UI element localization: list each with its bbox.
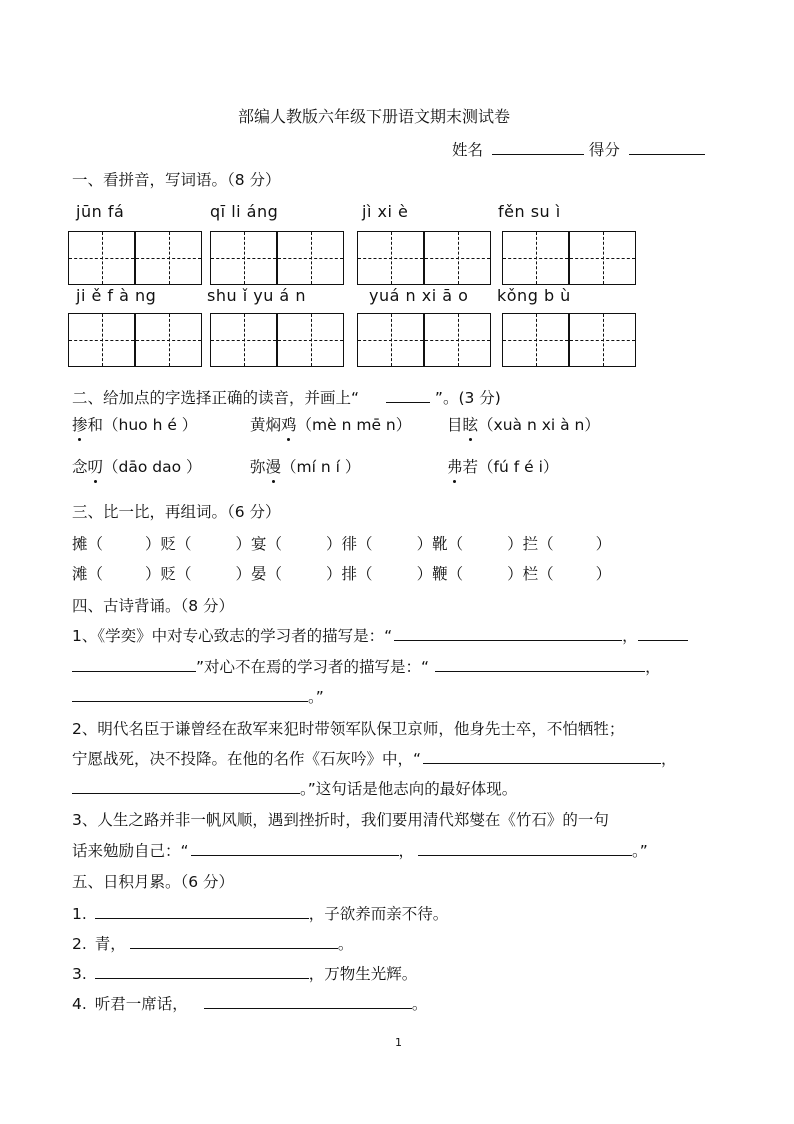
answer-blank[interactable] [423,762,661,764]
answer-blank[interactable] [191,854,399,856]
char-box[interactable] [277,231,344,285]
reading-prefix: 念 [72,458,88,476]
q1-text: 1、《学奕》中对专心致志的学习者的描写是：“ [72,627,393,645]
reading-options[interactable]: （xuà n xi à n） [478,416,600,434]
q1-text: 。” [308,688,324,706]
q3-line1: 3、人生之路并非一帆风顺，遇到挫折时，我们要用清代郑燮在《竹石》的一句 [72,811,609,829]
answer-blank[interactable] [204,1007,412,1009]
reading-item-1 [72,413,197,435]
char-box[interactable] [210,313,277,367]
q1-text: ”对心不在焉的学习者的描写是：“ [196,658,430,676]
comma: ， [398,842,415,860]
compare-cell[interactable]: 滩（ [72,565,104,583]
char-box[interactable] [135,231,202,285]
compare-cell[interactable]: ）鞭（ [416,565,464,583]
proverb-text: 听君一席话， [94,995,188,1013]
dotted-char: 漫 [266,455,282,477]
dotted-char: 鸡 [281,413,297,435]
pinyin-7: yuá n xi ā o [369,286,469,305]
proverb-item-1 [72,902,448,924]
reading-item-6 [447,455,558,477]
section2-heading-text: 二、给加点的字选择正确的读音，并画上“ [72,389,360,407]
proverb-item-4 [72,992,427,1014]
dotted-char: 眩 [463,413,479,435]
compare-cell[interactable]: ）晏（ [235,565,283,583]
char-box[interactable] [68,313,135,367]
item-number: 1. [72,905,87,923]
dotted-char: 叨 [88,455,104,477]
q1-line2 [72,655,661,677]
q1-line3 [72,685,324,707]
compare-cell: ） [595,565,612,583]
page-number: 1 [395,1036,402,1049]
proverb-text: ，子欲养而亲不待。 [308,905,449,923]
proverb-item-3 [72,962,417,984]
score-label: 得分 [588,141,620,159]
char-box[interactable] [424,231,491,285]
q2-text: 宁愿战死，决不投降。在他的名作《石灰吟》中，“ [72,750,422,768]
underline-sample [386,401,430,403]
pinyin-1: jūn fá [76,202,125,221]
answer-blank[interactable] [418,854,632,856]
q2-line3 [72,777,517,799]
compare-cell[interactable]: ）贬（ [145,535,192,553]
compare-cell[interactable]: ）拦（ [507,535,554,553]
section3-heading: 三、比一比，再组词。（6 分） [72,503,281,521]
char-box[interactable] [569,313,636,367]
answer-blank[interactable] [72,792,300,794]
compare-row-2 [72,562,611,584]
proverb-text: ，万物生光辉。 [308,965,418,983]
name-blank[interactable] [492,153,584,155]
item-number: 2. [72,935,87,953]
pinyin-8: kǒng b ù [497,286,571,305]
compare-row-1 [72,532,611,554]
char-box[interactable] [135,313,202,367]
reading-options[interactable]: 和（huo h é ） [87,416,198,434]
reading-prefix: 目 [447,416,463,434]
compare-cell[interactable]: 摊（ [72,535,104,553]
reading-item-5 [250,455,360,477]
compare-cell[interactable]: ）徘（ [326,535,373,553]
section2-heading-end: ”。(3 分) [434,389,501,407]
dotted-char: 掺 [72,413,88,435]
proverb-text: 。 [337,935,354,953]
pinyin-4: fěn su ì [498,202,561,221]
score-blank[interactable] [629,153,705,155]
item-number: 3. [72,965,87,983]
compare-cell[interactable]: ）宴（ [235,535,283,553]
pinyin-3: jì xi è [362,202,409,221]
compare-cell[interactable]: ）栏（ [507,565,554,583]
reading-prefix: 弥 [250,458,266,476]
char-box[interactable] [424,313,491,367]
answer-blank[interactable] [435,670,645,672]
section2-heading [72,386,501,408]
page-title: 部编人教版六年级下册语文期末测试卷 [238,107,511,126]
compare-cell: ） [595,535,612,553]
reading-options[interactable]: （mè n mē n） [296,416,412,434]
answer-blank[interactable] [130,947,338,949]
char-box[interactable] [277,313,344,367]
q3-line2 [72,839,648,861]
answer-blank[interactable] [95,977,309,979]
pinyin-6: shu ǐ yu á n [207,286,306,305]
answer-blank[interactable] [95,917,309,919]
answer-blank[interactable] [638,639,688,641]
reading-item-3 [447,413,600,435]
proverb-text: 。 [411,995,428,1013]
q2-text: 。”这句话是他志向的最好体现。 [300,780,518,798]
q2-line1: 2、明代名臣于谦曾经在敌军来犯时带领军队保卫京师，他身先士卒，不怕牺牲； [72,720,625,738]
compare-cell[interactable]: ）贬（ [145,565,192,583]
section1-heading: 一、看拼音，写词语。（8 分） [72,171,281,189]
proverb-item-2 [72,932,353,954]
name-field [452,138,705,160]
dotted-char: 弗 [447,455,463,477]
comma: ， [645,658,661,676]
reading-item-2 [250,413,411,435]
char-box[interactable] [357,231,424,285]
reading-options[interactable]: （mí n í ） [281,458,361,476]
char-box[interactable] [357,313,424,367]
char-box[interactable] [502,313,569,367]
answer-blank[interactable] [72,700,308,702]
comma: ， [622,627,638,645]
name-label: 姓名 [452,141,484,159]
char-box[interactable] [502,231,569,285]
reading-options[interactable]: 若（fú f é i） [462,458,559,476]
answer-blank[interactable] [72,670,196,672]
proverb-text: 青， [94,935,126,953]
q1-line1 [72,624,688,646]
answer-blank[interactable] [394,639,622,641]
section5-heading: 五、日积月累。（6 分） [72,873,235,891]
compare-cell[interactable]: ）排（ [326,565,373,583]
reading-options[interactable]: （dāo dao ） [103,458,202,476]
char-box[interactable] [210,231,277,285]
reading-item-4 [72,455,202,477]
section4-heading: 四、古诗背诵。（8 分） [72,597,235,615]
char-box[interactable] [569,231,636,285]
comma: ， [661,750,677,768]
pinyin-5: ji ě f à ng [76,286,157,305]
pinyin-2: qī li áng [210,202,279,221]
q3-text: 话来勉励自己：“ [72,842,189,860]
char-box[interactable] [68,231,135,285]
q3-text: 。” [632,842,648,860]
reading-prefix: 黄焖 [250,416,282,434]
q2-line2 [72,747,677,769]
item-number: 4. [72,995,87,1013]
compare-cell[interactable]: ）靴（ [416,535,464,553]
